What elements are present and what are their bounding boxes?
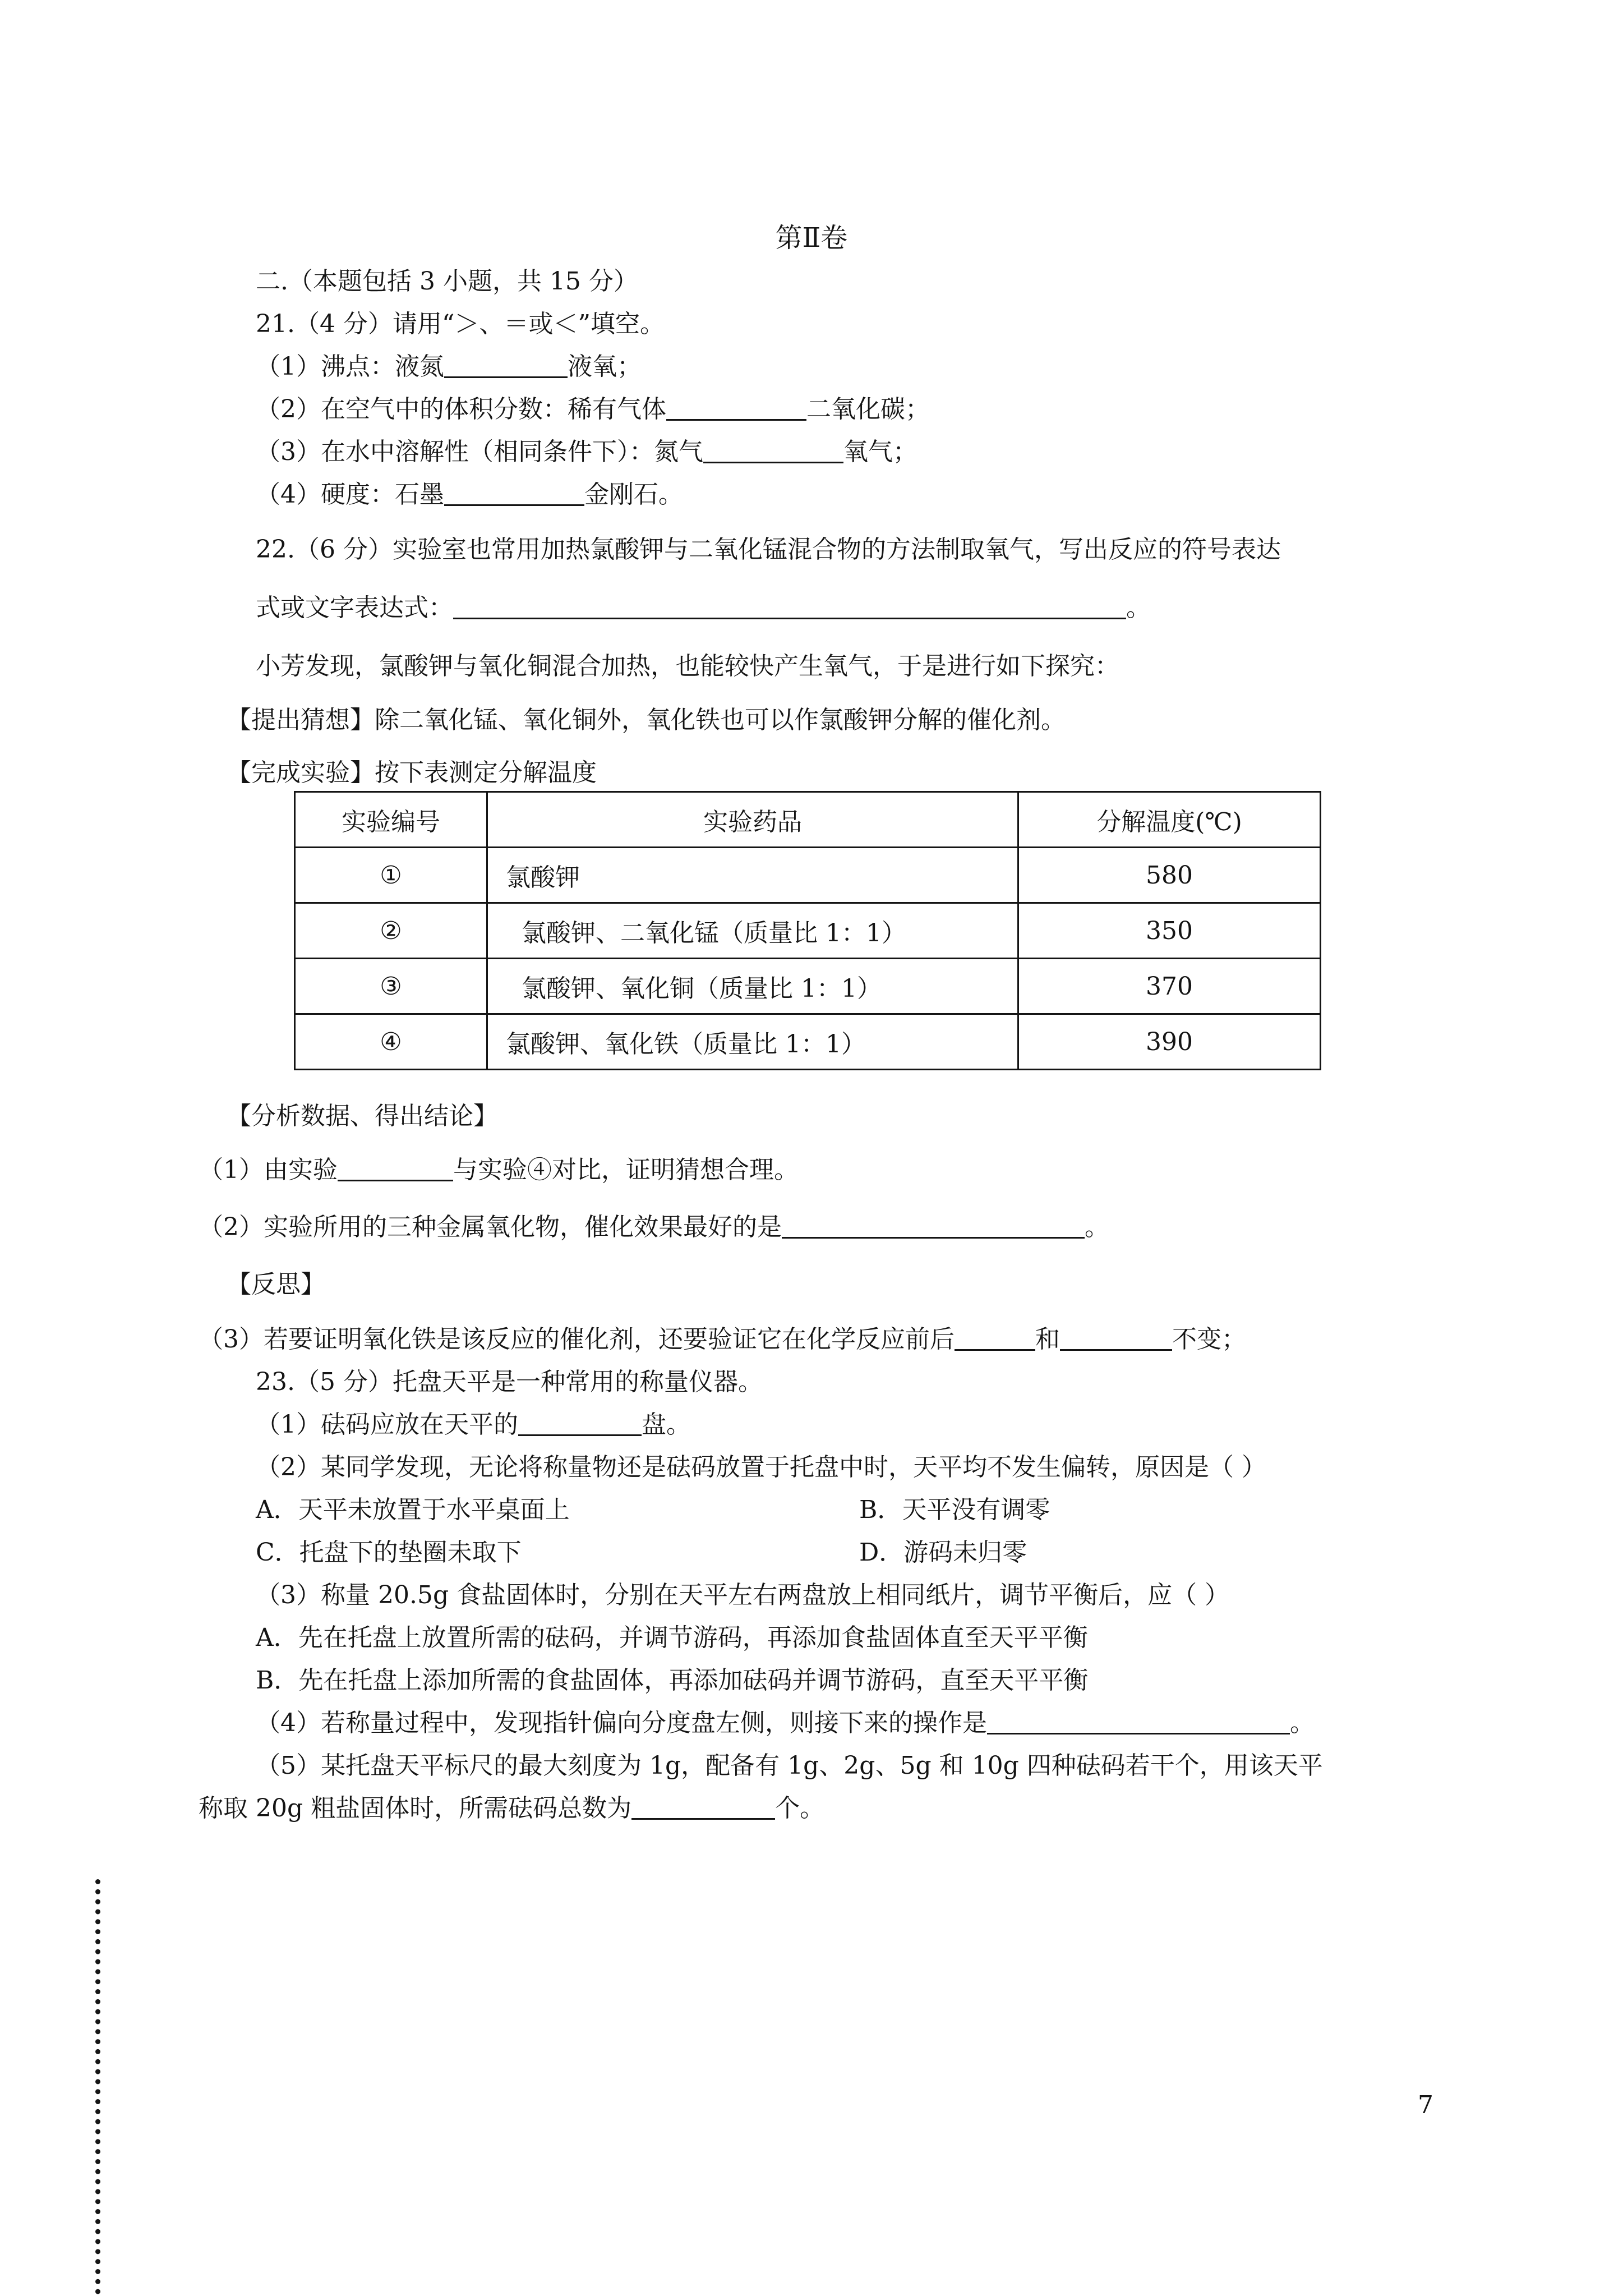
answer-blank[interactable] [666,394,806,421]
table-cell-text: 氯酸钾、氧化铜（质量比 1：1） [506,974,882,1003]
table-header-cell: 分解温度(℃) [1018,792,1321,848]
table-row [295,903,1321,959]
experiment-table [294,791,1321,1070]
table-cell [487,1014,1018,1070]
q21-item-4-pre: （4）硬度：石墨 [256,480,444,509]
answer-blank[interactable] [955,1324,1035,1351]
answer-blank[interactable] [631,1793,775,1820]
q22-reflection-heading: 【反思】 [227,1270,325,1299]
table-cell: ④ [295,1014,487,1070]
table-header-cell: 实验编号 [295,792,487,848]
q21-item-3-post: 氧气； [843,438,917,466]
answer-blank[interactable] [782,1212,1085,1239]
table-cell [487,903,1018,959]
q22-sub-1-post: 与实验④对比，证明猜想合理。 [453,1156,799,1184]
table-cell [487,959,1018,1014]
q22-sub-2 [199,1212,1109,1243]
q23-sub-3-option-a: A．先在托盘上放置所需的砝码，并调节游码，再添加食盐固体直至天平平衡 [256,1623,1088,1652]
part-header: 二.（本题包括 3 小题，共 15 分） [256,267,638,296]
q22-stem-cont: 式或文字表达式： [256,593,453,622]
q21-item-2-post: 二氧化碳； [806,395,930,424]
q22-sub-1-pre: （1）由实验 [199,1156,338,1184]
q21-item-3-pre: （3）在水中溶解性（相同条件下）：氮气 [256,438,703,466]
q22-experiment-heading: 【完成实验】按下表测定分解温度 [227,758,597,787]
q21-item-2-pre: （2）在空气中的体积分数：稀有气体 [256,395,666,424]
q23-sub-2-option-d: D．游码未归零 [859,1538,1027,1567]
q23-sub-5-post: 个。 [775,1794,825,1823]
q23-sub-5-line-2 [199,1793,824,1824]
q23-sub-2-option-b: B．天平没有调零 [859,1496,1050,1524]
table-cell: 580 [1018,848,1321,903]
table-cell: ③ [295,959,487,1014]
q23-sub-2-option-a: A．天平未放置于水平桌面上 [256,1496,570,1524]
q23-sub-5-line-1: （5）某托盘天平标尺的最大刻度为 1g，配备有 1g、2g、5g 和 10g 四种砝码若干个，用该天平 [256,1751,1323,1780]
q22-sub-3-pre: （3）若要证明氧化铁是该反应的催化剂，还要验证它在化学反应前后 [199,1325,955,1354]
q22-sub-2-post: 。 [1085,1213,1109,1241]
q22-analysis-heading: 【分析数据、得出结论】 [227,1102,498,1130]
q23-sub-3-option-b: B．先在托盘上添加所需的食盐固体，再添加砝码并调节游码，直至天平平衡 [256,1666,1089,1695]
q22-intro: 小芳发现，氯酸钾与氧化铜混合加热，也能较快产生氧气，于是进行如下探究： [256,652,1119,680]
q22-sub-3-post: 不变； [1172,1325,1246,1354]
table-cell-text: 氯酸钾、二氧化锰（质量比 1：1） [506,919,906,947]
table-cell-text: 氯酸钾 [506,863,580,892]
table-cell: 370 [1018,959,1321,1014]
table-cell: 350 [1018,903,1321,959]
q23-sub-4 [256,1708,1315,1739]
answer-blank[interactable] [703,437,843,463]
table-row [295,959,1321,1014]
q22-sub-2-pre: （2）实验所用的三种金属氧化物，催化效果最好的是 [199,1213,782,1241]
table-cell: 390 [1018,1014,1321,1070]
answer-blank[interactable] [453,593,1126,619]
table-cell: ① [295,848,487,903]
answer-blank[interactable] [338,1155,453,1181]
table-row [295,848,1321,903]
q22-sub-3-mid: 和 [1035,1325,1060,1354]
q22-hypothesis: 【提出猜想】除二氧化锰、氧化铜外，氧化铁也可以作氯酸钾分解的催化剂。 [227,706,1066,734]
q21-item-3 [256,436,917,468]
table-header-cell: 实验药品 [487,792,1018,848]
q22-sub-1 [199,1154,799,1186]
table-row [295,1014,1321,1070]
q23-sub-4-pre: （4）若称量过程中，发现指针偏向分度盘左侧，则接下来的操作是 [256,1709,987,1737]
q21-item-1-pre: （1）沸点：液氮 [256,352,444,381]
table-header-row [295,792,1321,848]
table-cell: ② [295,903,487,959]
q21-item-1-post: 液氧； [568,352,642,381]
q21-stem: 21.（4 分）请用“＞、＝或＜”填空。 [256,310,665,338]
answer-blank[interactable] [987,1708,1290,1734]
q23-sub-4-post: 。 [1290,1709,1315,1737]
q23-sub-3: （3）称量 20.5g 食盐固体时，分别在天平左右两盘放上相同纸片，调节平衡后，应（ ） [256,1581,1230,1609]
q23-sub-2-option-c: C．托盘下的垫圈未取下 [256,1538,522,1567]
answer-blank[interactable] [1060,1324,1172,1351]
table-cell-text: 氯酸钾、氧化铁（质量比 1：1） [506,1030,866,1059]
q23-stem: 23.（5 分）托盘天平是一种常用的称量仪器。 [256,1368,763,1396]
answer-blank[interactable] [444,480,584,506]
q21-item-4-post: 金刚石。 [584,480,683,509]
q23-sub-1 [256,1409,691,1441]
q23-sub-1-pre: （1）砝码应放在天平的 [256,1410,518,1439]
binding-dotted-line [95,1879,100,2294]
table-cell [487,848,1018,903]
q22-stem-line2 [256,592,1151,624]
q22-sub-3 [199,1324,1246,1355]
q21-item-1 [256,351,642,383]
q21-item-4 [256,479,683,510]
answer-blank[interactable] [518,1410,642,1436]
q22-stem-end: 。 [1126,593,1151,622]
answer-blank[interactable] [444,352,568,378]
q23-sub-5-pre: 称取 20g 粗盐固体时，所需砝码总数为 [199,1794,632,1823]
q22-stem: 22.（6 分）实验室也常用加热氯酸钾与二氧化锰混合物的方法制取氧气，写出反应的符号表达 [256,535,1281,564]
section-title: 第Ⅱ卷 [775,222,848,254]
q23-sub-2: （2）某同学发现，无论将称量物还是砝码放置于托盘中时，天平均不发生偏转，原因是（ ） [256,1453,1266,1481]
q23-sub-1-post: 盘。 [642,1410,691,1439]
q21-item-2 [256,394,930,425]
page-number: 7 [1418,2091,1433,2119]
